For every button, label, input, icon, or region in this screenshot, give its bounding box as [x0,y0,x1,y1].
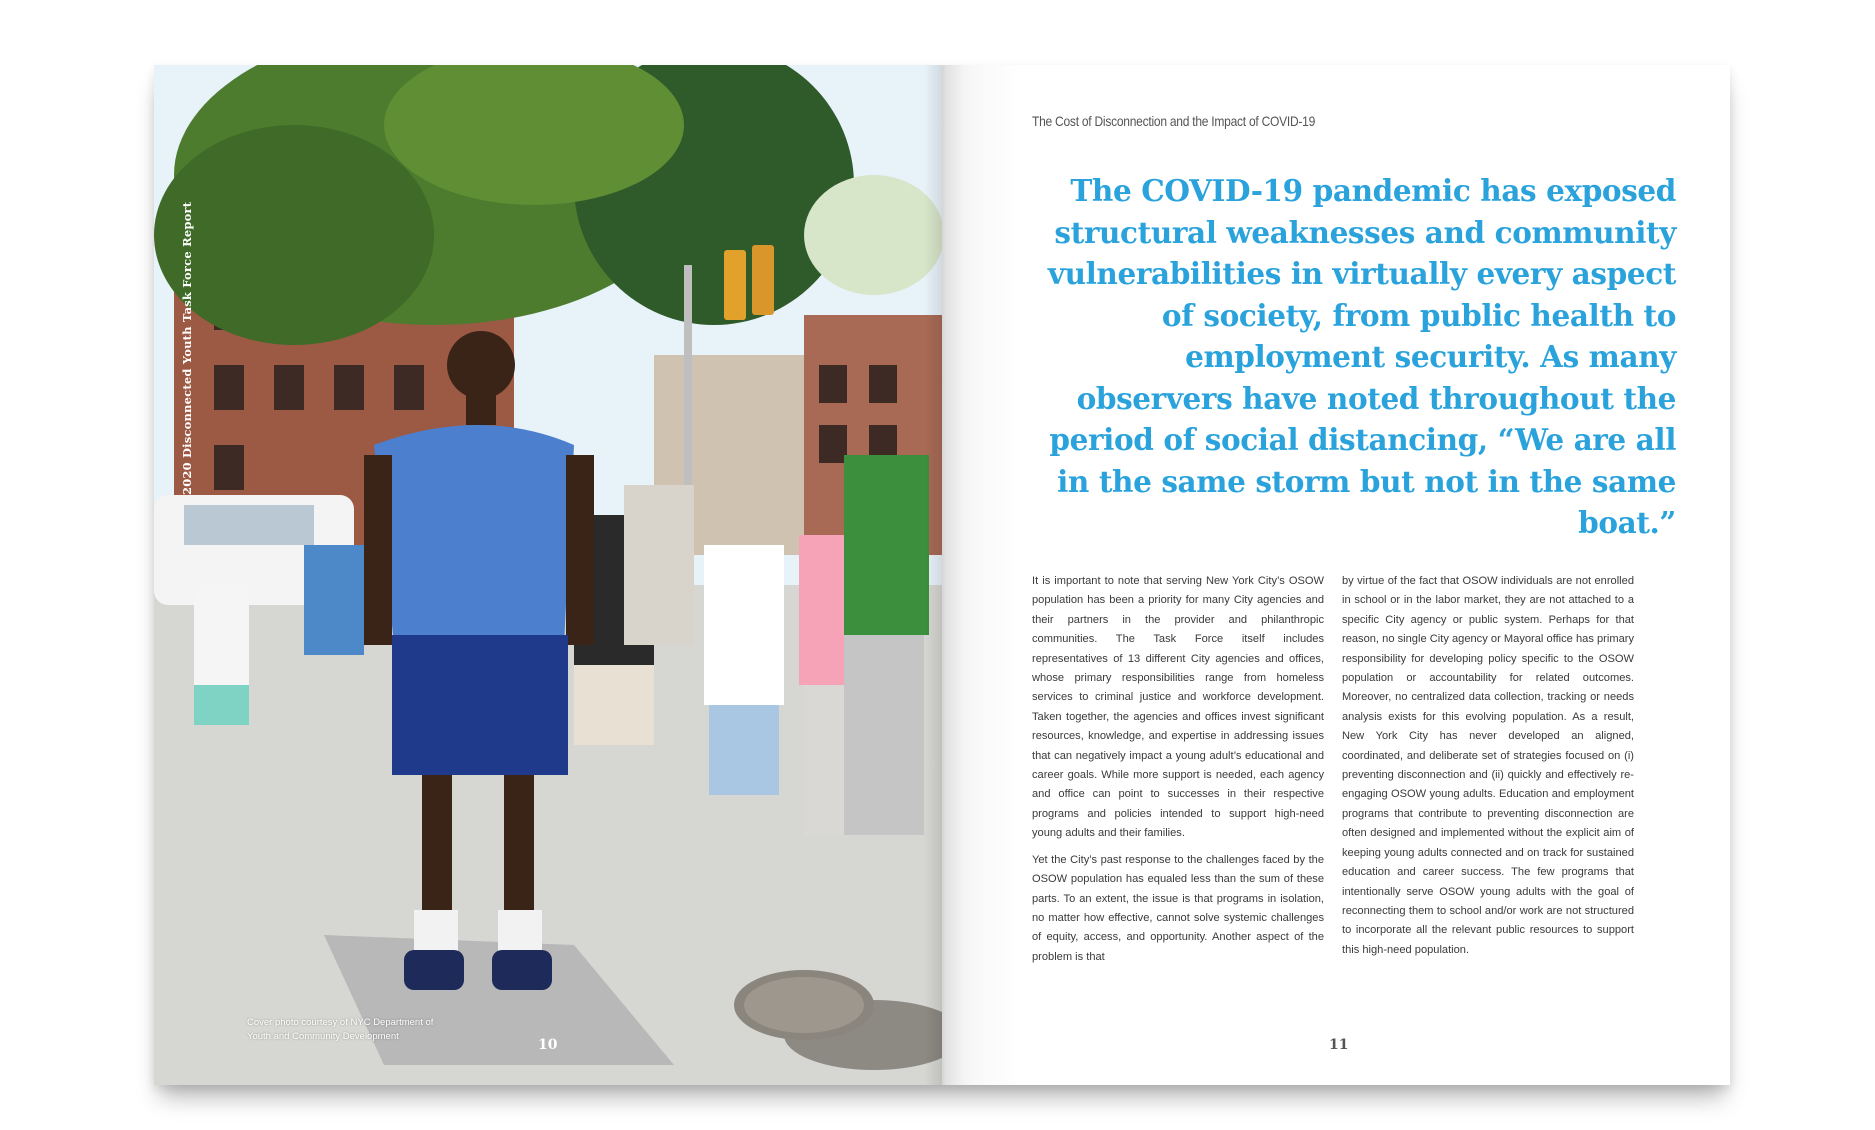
report-title-vertical: 2020 Disconnected Youth Task Force Report [180,201,194,495]
body-column-2 [1342,572,1634,967]
left-page [154,65,942,1085]
body-column-1 [1032,572,1324,974]
photo-caption: Cover photo courtesy of NYC Department of Youth and Community Development [247,1017,434,1042]
body-paragraph: by virtue of the fact that OSOW individuals are not enrolled in school or in the labor market, they are not attached to a specific City agency or public system. Perhaps for that reason, no single City agency or Mayoral office has primary responsibility for developing policy specific to the OSOW population or accountability for related outcomes. Moreover, no centralized data collection, tracking or needs analysis exists for this evolving population. As a result, New York City has never developed an aligned, coordinated, and deliberate set of strategies focused on (i) preventing disconnection and (ii) quickly and effectively re-engaging OSOW young adults. Education and employment programs that contribute to preventing disconnection are often designed and implemented without the explicit aim of keeping young adults connected and on track for sustained education and career success. The few programs that intentionally serve OSOW young adults with the goal of reconnecting them to school and/or work are not structured to incorporate all the relevant public resources to support this high-need population. [1342,575,1634,956]
body-paragraph: It is important to note that serving New York City’s OSOW population has been a priority for many City agencies and their partners in the provider and philanthropic communities. The Task Force itself includes representatives of 13 different City agencies and offices, whose primary responsibilities range from homeless services to criminal justice and workforce development. Taken together, the agencies and offices invest significant resources, knowledge, and expertise in addressing issues that can negatively impact a young adult’s educational and career goals. While more support is needed, each agency and office can point to successes in their respective programs and policies intended to support high-need young adults and their families. [1032,575,1324,840]
right-page [942,65,1730,1085]
running-head: The Cost of Disconnection and the Impact of COVID-19 [1032,113,1316,129]
magazine-spread [154,65,1730,1085]
page-number-right: 11 [1329,1037,1349,1053]
pull-quote: The COVID-19 pandemic has exposed structural weaknesses and community vulnerabilities in virtually every aspect of society, from public health to employment security. As many observers have noted throughout the period of social distancing, “We are all in the same storm but not in the same boat.” [1047,173,1676,540]
page-number-left: 10 [538,1037,558,1053]
body-paragraph: Yet the City’s past response to the challenges faced by the OSOW population has equaled less than the sum of these parts. To an extent, the issue is that programs in isolation, no matter how effective, cannot solve systemic challenges of equity, access, and opportunity. Another aspect of the problem is that [1032,853,1324,963]
cover-photo [154,65,942,1085]
